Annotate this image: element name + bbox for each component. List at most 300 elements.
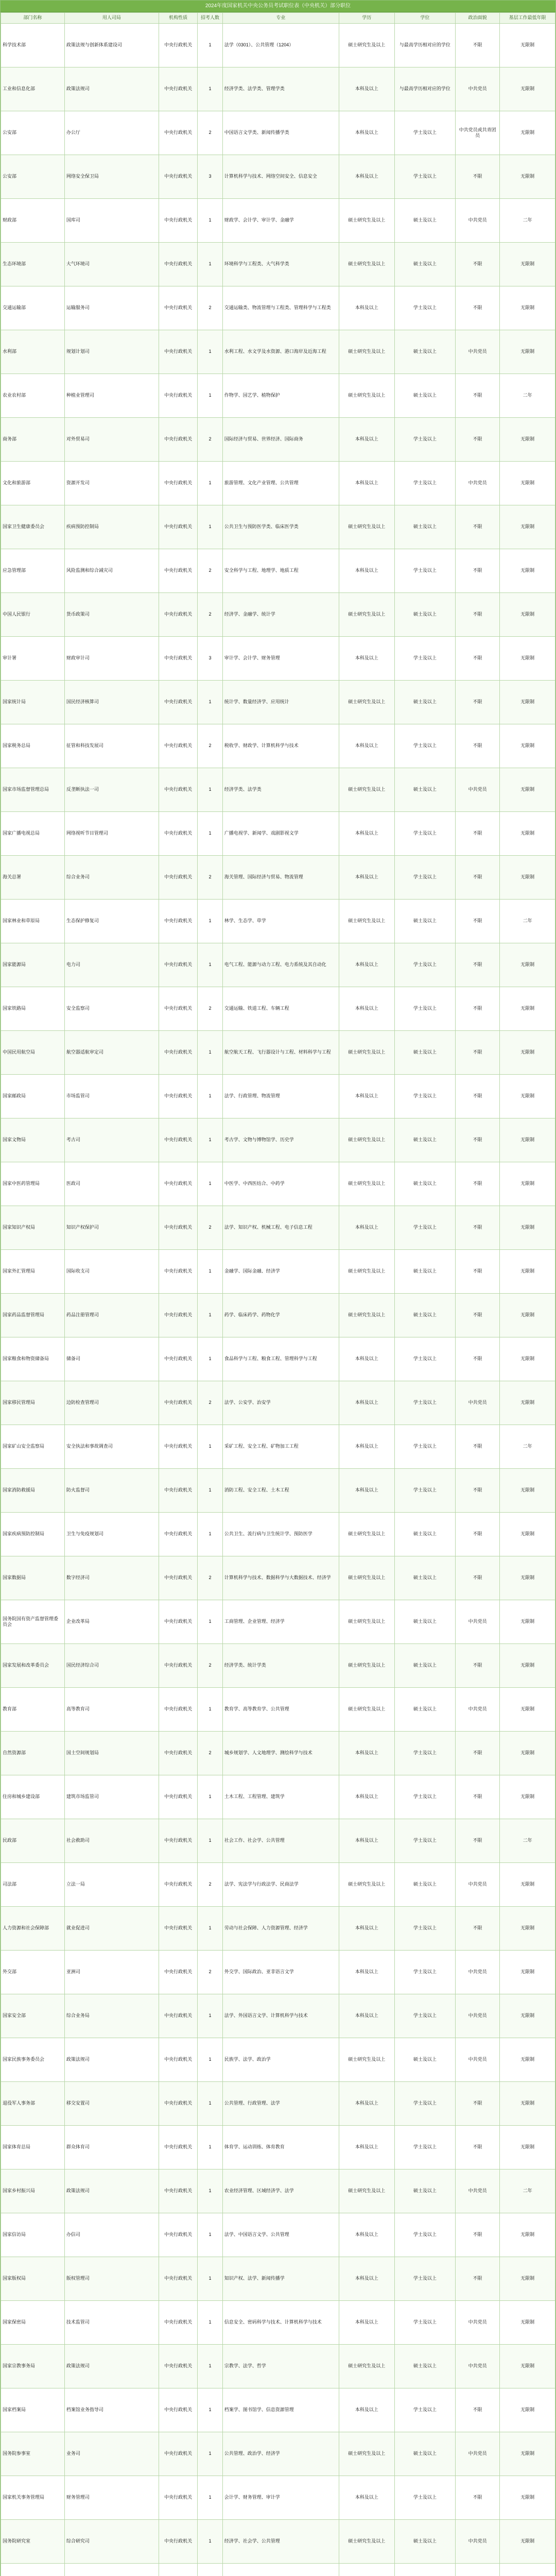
- count-cell: 2: [198, 1951, 222, 1994]
- department-cell: 公安部: [1, 111, 65, 155]
- major-cell: 交通运输、铁道工程、车辆工程: [222, 987, 339, 1031]
- department-cell: 国家版权局: [1, 2257, 65, 2301]
- table-row: [1, 1732, 555, 1775]
- table-row: [1, 856, 555, 900]
- department-cell: 国家卫生健康委员会: [1, 505, 65, 549]
- education-cell: 硕士研究生及以上: [339, 199, 394, 243]
- department-cell: 国务院研究室: [1, 2520, 65, 2564]
- degree-cell: 与最高学历相对应的学位: [394, 24, 455, 67]
- education-cell: 本科及以上: [339, 2388, 394, 2432]
- base-years-cell: 无限制: [500, 2520, 555, 2564]
- count-cell: 2: [198, 286, 222, 330]
- education-cell: 本科及以上: [339, 1381, 394, 1425]
- major-cell: 宗教学、法学、哲学: [222, 2345, 339, 2388]
- table-row: [1, 943, 555, 987]
- count-cell: 2: [198, 724, 222, 768]
- jobs-table: [1, 12, 555, 2576]
- count-cell: 1: [198, 2345, 222, 2388]
- department-cell: 国家药品监督管理局: [1, 1294, 65, 1337]
- nature-cell: 中央行政机关: [159, 1907, 197, 1951]
- degree-cell: 硕士及以上: [394, 374, 455, 418]
- political-status-cell: 不限: [456, 681, 500, 724]
- major-cell: 法学、宪法学与行政法学、民商法学: [222, 1863, 339, 1907]
- education-cell: 硕士研究生及以上: [339, 681, 394, 724]
- major-cell: 中国语言文学类、新闻传播学类: [222, 111, 339, 155]
- degree-cell: 学士及以上: [394, 1381, 455, 1425]
- department-cell: 国家知识产权局: [1, 1206, 65, 1250]
- bureau-cell: 群众体育司: [64, 2126, 159, 2170]
- education-cell: 硕士研究生及以上: [339, 1162, 394, 1206]
- department-cell: 中国人民银行: [1, 593, 65, 637]
- table-row: [1, 2345, 555, 2388]
- degree-cell: 硕士及以上: [394, 2038, 455, 2082]
- table-row: [1, 199, 555, 243]
- base-years-cell: 无限制: [500, 505, 555, 549]
- bureau-cell: 办信司: [64, 2213, 159, 2257]
- table-row: [1, 768, 555, 812]
- political-status-cell: 不限: [456, 987, 500, 1031]
- table-row: [1, 812, 555, 856]
- count-cell: 1: [198, 1162, 222, 1206]
- political-status-cell: 不限: [456, 1206, 500, 1250]
- bureau-cell: 货币政策司: [64, 593, 159, 637]
- education-cell: 本科及以上: [339, 724, 394, 768]
- bureau-cell: [64, 2564, 159, 2576]
- base-years-cell: 无限制: [500, 1556, 555, 1600]
- degree-cell: 学士及以上: [394, 1775, 455, 1819]
- degree-cell: 硕士及以上: [394, 2170, 455, 2213]
- bureau-cell: 综合研究司: [64, 2520, 159, 2564]
- degree-cell: 学士及以上: [394, 2388, 455, 2432]
- major-cell: 信息安全、密码科学与技术、计算机科学与技术: [222, 2301, 339, 2345]
- nature-cell: 中央行政机关: [159, 681, 197, 724]
- nature-cell: 中央行政机关: [159, 1994, 197, 2038]
- major-cell: 中医学、中西医结合、中药学: [222, 1162, 339, 1206]
- education-cell: 硕士研究生及以上: [339, 330, 394, 374]
- table-row: [1, 1994, 555, 2038]
- department-cell: 国家消防救援局: [1, 1469, 65, 1513]
- major-cell: 法学、知识产权、机械工程、电子信息工程: [222, 1206, 339, 1250]
- political-status-cell: 不限: [456, 2257, 500, 2301]
- political-status-cell: 不限: [456, 1250, 500, 1294]
- major-cell: 法学、中国语言文学、公共管理: [222, 2213, 339, 2257]
- count-cell: 2: [198, 549, 222, 593]
- base-years-cell: 无限制: [500, 243, 555, 286]
- bureau-cell: 医政司: [64, 1162, 159, 1206]
- political-status-cell: 不限: [456, 724, 500, 768]
- bureau-cell: 风险监测和综合减灾司: [64, 549, 159, 593]
- nature-cell: 中央行政机关: [159, 462, 197, 505]
- count-cell: 1: [198, 1031, 222, 1075]
- degree-cell: 学士及以上: [394, 418, 455, 462]
- base-years-cell: 无限制: [500, 330, 555, 374]
- nature-cell: 中央行政机关: [159, 987, 197, 1031]
- nature-cell: 中央行政机关: [159, 286, 197, 330]
- department-cell: 国家安全部: [1, 1994, 65, 2038]
- bureau-cell: 财政审计司: [64, 637, 159, 681]
- count-cell: 1: [198, 2170, 222, 2213]
- count-cell: 1: [198, 2476, 222, 2520]
- table-row: [1, 1688, 555, 1732]
- education-cell: 本科及以上: [339, 2476, 394, 2520]
- degree-cell: 硕士及以上: [394, 1118, 455, 1162]
- department-cell: 农业农村部: [1, 374, 65, 418]
- table-header-row: [1, 13, 555, 24]
- table-row: [1, 2388, 555, 2432]
- count-cell: 1: [198, 1294, 222, 1337]
- count-cell: 1: [198, 2213, 222, 2257]
- education-cell: 本科及以上: [339, 1819, 394, 1863]
- political-status-cell: 中共党员或共青团员: [456, 111, 500, 155]
- base-years-cell: 无限制: [500, 2038, 555, 2082]
- count-cell: 1: [198, 330, 222, 374]
- major-cell: 法学、行政管理、物流管理: [222, 1075, 339, 1118]
- base-years-cell: 无限制: [500, 1031, 555, 1075]
- base-years-cell: 无限制: [500, 1381, 555, 1425]
- education-cell: 本科及以上: [339, 812, 394, 856]
- nature-cell: 中央行政机关: [159, 1381, 197, 1425]
- count-cell: 1: [198, 1600, 222, 1644]
- education-cell: 硕士研究生及以上: [339, 2520, 394, 2564]
- education-cell: 本科及以上: [339, 2126, 394, 2170]
- table-row: [1, 2126, 555, 2170]
- political-status-cell: 不限: [456, 2126, 500, 2170]
- education-cell: 本科及以上: [339, 943, 394, 987]
- major-cell: 金融学、国际金融、经济学: [222, 1250, 339, 1294]
- major-cell: 会计学、财务管理、审计学: [222, 2476, 339, 2520]
- column-header-degree: 学位: [394, 13, 455, 24]
- bureau-cell: 综合业务局: [64, 1994, 159, 2038]
- department-cell: 国家宗教事务局: [1, 2345, 65, 2388]
- table-row: [1, 2564, 555, 2576]
- degree-cell: 硕士及以上: [394, 2520, 455, 2564]
- major-cell: 考古学、文物与博物馆学、历史学: [222, 1118, 339, 1162]
- table-row: [1, 549, 555, 593]
- table-row: [1, 1337, 555, 1381]
- nature-cell: 中央行政机关: [159, 2432, 197, 2476]
- count-cell: 1: [198, 943, 222, 987]
- nature-cell: 中央行政机关: [159, 1819, 197, 1863]
- nature-cell: 中央行政机关: [159, 724, 197, 768]
- education-cell: 本科及以上: [339, 155, 394, 199]
- table-row: [1, 1250, 555, 1294]
- department-cell: 财政部: [1, 199, 65, 243]
- nature-cell: 中央行政机关: [159, 1775, 197, 1819]
- political-status-cell: 不限: [456, 549, 500, 593]
- base-years-cell: 无限制: [500, 2082, 555, 2126]
- department-cell: 国家市场监督管理总局: [1, 768, 65, 812]
- education-cell: 本科及以上: [339, 1775, 394, 1819]
- table-row: [1, 681, 555, 724]
- nature-cell: 中央行政机关: [159, 418, 197, 462]
- count-cell: 2: [198, 987, 222, 1031]
- major-cell: 林学、生态学、草学: [222, 900, 339, 943]
- degree-cell: 学士及以上: [394, 2213, 455, 2257]
- major-cell: 农业经济管理、区域经济学、法学: [222, 2170, 339, 2213]
- count-cell: 1: [198, 2082, 222, 2126]
- nature-cell: 中央行政机关: [159, 1031, 197, 1075]
- table-row: [1, 637, 555, 681]
- department-cell: 教育部: [1, 1688, 65, 1732]
- count-cell: 1: [198, 1250, 222, 1294]
- education-cell: 硕士研究生及以上: [339, 900, 394, 943]
- page-title: 2024年度国家机关中央公务员考试职位表（中央机关）部分职位: [1, 1, 555, 12]
- political-status-cell: 不限: [456, 24, 500, 67]
- base-years-cell: 无限制: [500, 155, 555, 199]
- table-row: [1, 2213, 555, 2257]
- nature-cell: 中央行政机关: [159, 2038, 197, 2082]
- table-row: [1, 1513, 555, 1556]
- major-cell: 社会工作、社会学、公共管理: [222, 1819, 339, 1863]
- nature-cell: 中央行政机关: [159, 1600, 197, 1644]
- political-status-cell: 不限: [456, 1118, 500, 1162]
- education-cell: 本科及以上: [339, 418, 394, 462]
- major-cell: 民族学、法学、政治学: [222, 2038, 339, 2082]
- department-cell: 国家铁路局: [1, 987, 65, 1031]
- political-status-cell: 不限: [456, 505, 500, 549]
- nature-cell: 中央行政机关: [159, 67, 197, 111]
- base-years-cell: 无限制: [500, 2301, 555, 2345]
- count-cell: 1: [198, 1425, 222, 1469]
- major-cell: 法学（0301）、公共管理（1204）: [222, 24, 339, 67]
- nature-cell: 中央行政机关: [159, 1250, 197, 1294]
- base-years-cell: 无限制: [500, 2432, 555, 2476]
- education-cell: 硕士研究生及以上: [339, 374, 394, 418]
- bureau-cell: 财务管理司: [64, 2476, 159, 2520]
- department-cell: 生态环境部: [1, 243, 65, 286]
- column-header-base-years: 基层工作最低年限: [500, 13, 555, 24]
- table-row: [1, 724, 555, 768]
- political-status-cell: 不限: [456, 1425, 500, 1469]
- nature-cell: 中央行政机关: [159, 155, 197, 199]
- degree-cell: 学士及以上: [394, 1819, 455, 1863]
- count-cell: 1: [198, 462, 222, 505]
- nature-cell: 中央行政机关: [159, 1337, 197, 1381]
- bureau-cell: 国库司: [64, 199, 159, 243]
- department-cell: 公安部: [1, 155, 65, 199]
- department-cell: 国家矿山安全监察局: [1, 1425, 65, 1469]
- table-row: [1, 111, 555, 155]
- column-header-bureau: 用人司局: [64, 13, 159, 24]
- bureau-cell: 版权管理司: [64, 2257, 159, 2301]
- major-cell: 公共卫生、流行病与卫生统计学、预防医学: [222, 1513, 339, 1556]
- nature-cell: 中央行政机关: [159, 856, 197, 900]
- table-row: [1, 2038, 555, 2082]
- base-years-cell: 无限制: [500, 1337, 555, 1381]
- department-cell: 国家机关事务管理局: [1, 2476, 65, 2520]
- education-cell: 本科及以上: [339, 2213, 394, 2257]
- base-years-cell: 二年: [500, 199, 555, 243]
- table-row: [1, 24, 555, 67]
- count-cell: 2: [198, 1556, 222, 1600]
- department-cell: 国家疾病预防控制局: [1, 1513, 65, 1556]
- major-cell: 经济学、金融学、统计学: [222, 593, 339, 637]
- bureau-cell: 生态保护修复司: [64, 900, 159, 943]
- major-cell: 土木工程、工程管理、建筑学: [222, 1775, 339, 1819]
- nature-cell: 中央行政机关: [159, 2213, 197, 2257]
- political-status-cell: 不限: [456, 2213, 500, 2257]
- base-years-cell: 无限制: [500, 1162, 555, 1206]
- department-cell: 应急管理部: [1, 549, 65, 593]
- count-cell: 1: [198, 1994, 222, 2038]
- political-status-cell: 中共党员: [456, 1951, 500, 1994]
- bureau-cell: 业务司: [64, 2432, 159, 2476]
- education-cell: 硕士研究生及以上: [339, 1556, 394, 1600]
- nature-cell: 中央行政机关: [159, 2170, 197, 2213]
- major-cell: 旅游管理、文化产业管理、公共管理: [222, 462, 339, 505]
- major-cell: 审计学、会计学、财务管理: [222, 637, 339, 681]
- education-cell: 本科及以上: [339, 111, 394, 155]
- degree-cell: 硕士及以上: [394, 1688, 455, 1732]
- base-years-cell: 无限制: [500, 637, 555, 681]
- bureau-cell: 技术监管司: [64, 2301, 159, 2345]
- nature-cell: 中央行政机关: [159, 2520, 197, 2564]
- table-row: [1, 987, 555, 1031]
- degree-cell: 学士及以上: [394, 549, 455, 593]
- education-cell: 硕士研究生及以上: [339, 243, 394, 286]
- base-years-cell: 无限制: [500, 1513, 555, 1556]
- bureau-cell: 综合业务司: [64, 856, 159, 900]
- count-cell: 1: [198, 2126, 222, 2170]
- count-cell: 1: [198, 24, 222, 67]
- department-cell: [1, 2564, 65, 2576]
- political-status-cell: 不限: [456, 1469, 500, 1513]
- nature-cell: 中央行政机关: [159, 1469, 197, 1513]
- political-status-cell: 不限: [456, 286, 500, 330]
- major-cell: 水利工程、水文学及水资源、港口海岸及近海工程: [222, 330, 339, 374]
- major-cell: 档案学、图书馆学、信息资源管理: [222, 2388, 339, 2432]
- nature-cell: 中央行政机关: [159, 1688, 197, 1732]
- base-years-cell: 无限制: [500, 2126, 555, 2170]
- education-cell: 本科及以上: [339, 987, 394, 1031]
- bureau-cell: 考古司: [64, 1118, 159, 1162]
- count-cell: 1: [198, 1513, 222, 1556]
- degree-cell: 学士及以上: [394, 1469, 455, 1513]
- nature-cell: 中央行政机关: [159, 1732, 197, 1775]
- degree-cell: 学士及以上: [394, 1951, 455, 1994]
- degree-cell: 硕士及以上: [394, 681, 455, 724]
- political-status-cell: 中共党员: [456, 330, 500, 374]
- nature-cell: 中央行政机关: [159, 1118, 197, 1162]
- department-cell: 国家统计局: [1, 681, 65, 724]
- nature-cell: 中央行政机关: [159, 1162, 197, 1206]
- department-cell: 国家粮食和物资储备局: [1, 1337, 65, 1381]
- bureau-cell: 资源开发司: [64, 462, 159, 505]
- table-row: [1, 330, 555, 374]
- degree-cell: 硕士及以上: [394, 505, 455, 549]
- political-status-cell: 中共党员: [456, 1381, 500, 1425]
- degree-cell: 硕士及以上: [394, 1556, 455, 1600]
- education-cell: 硕士研究生及以上: [339, 768, 394, 812]
- major-cell: 经济学类、法学类、管理学类: [222, 67, 339, 111]
- degree-cell: 硕士及以上: [394, 330, 455, 374]
- education-cell: 硕士研究生及以上: [339, 1118, 394, 1162]
- major-cell: 公共卫生与预防医学类、临床医学类: [222, 505, 339, 549]
- education-cell: 硕士研究生及以上: [339, 1031, 394, 1075]
- base-years-cell: 无限制: [500, 681, 555, 724]
- table-row: [1, 593, 555, 637]
- bureau-cell: 疾病预防控制局: [64, 505, 159, 549]
- base-years-cell: 无限制: [500, 724, 555, 768]
- political-status-cell: 中共党员: [456, 2432, 500, 2476]
- political-status-cell: 不限: [456, 1907, 500, 1951]
- table-row: [1, 1469, 555, 1513]
- nature-cell: 中央行政机关: [159, 943, 197, 987]
- major-cell: 统计学、数量经济学、应用统计: [222, 681, 339, 724]
- nature-cell: 中央行政机关: [159, 1513, 197, 1556]
- political-status-cell: 中共党员: [456, 462, 500, 505]
- table-row: [1, 374, 555, 418]
- count-cell: 1: [198, 2301, 222, 2345]
- major-cell: 教育学、高等教育学、公共管理: [222, 1688, 339, 1732]
- table-row: [1, 462, 555, 505]
- political-status-cell: 不限: [456, 1337, 500, 1381]
- degree-cell: 学士及以上: [394, 2126, 455, 2170]
- count-cell: 1: [198, 243, 222, 286]
- department-cell: 国家乡村振兴局: [1, 2170, 65, 2213]
- department-cell: 水利部: [1, 330, 65, 374]
- count-cell: 1: [198, 505, 222, 549]
- base-years-cell: 无限制: [500, 2476, 555, 2520]
- bureau-cell: 种植业管理司: [64, 374, 159, 418]
- table-row: [1, 67, 555, 111]
- column-header-political-status: 政治面貌: [456, 13, 500, 24]
- political-status-cell: 中共党员: [456, 1600, 500, 1644]
- bureau-cell: 规划计划司: [64, 330, 159, 374]
- department-cell: 国家税务总局: [1, 724, 65, 768]
- table-row: [1, 1600, 555, 1644]
- bureau-cell: 边防检查管理司: [64, 1381, 159, 1425]
- political-status-cell: 不限: [456, 856, 500, 900]
- table-header: [1, 13, 555, 24]
- education-cell: 硕士研究生及以上: [339, 1688, 394, 1732]
- bureau-cell: 知识产权保护司: [64, 1206, 159, 1250]
- major-cell: 作物学、园艺学、植物保护: [222, 374, 339, 418]
- major-cell: 药学、临床药学、药物化学: [222, 1294, 339, 1337]
- bureau-cell: 防火监督司: [64, 1469, 159, 1513]
- major-cell: 计算机科学与技术、数据科学与大数据技术、经济学: [222, 1556, 339, 1600]
- nature-cell: 中央行政机关: [159, 243, 197, 286]
- nature-cell: 中央行政机关: [159, 2388, 197, 2432]
- base-years-cell: 无限制: [500, 593, 555, 637]
- political-status-cell: 中共党员: [456, 2345, 500, 2388]
- political-status-cell: 中共党员: [456, 2038, 500, 2082]
- bureau-cell: 立法一局: [64, 1863, 159, 1907]
- count-cell: 1: [198, 67, 222, 111]
- major-cell: 环境科学与工程类、大气科学类: [222, 243, 339, 286]
- count-cell: 2: [198, 418, 222, 462]
- degree-cell: 学士及以上: [394, 2082, 455, 2126]
- major-cell: 经济学类、统计学类: [222, 1644, 339, 1688]
- education-cell: 本科及以上: [339, 1994, 394, 2038]
- political-status-cell: 不限: [456, 1732, 500, 1775]
- department-cell: 住房和城乡建设部: [1, 1775, 65, 1819]
- education-cell: 本科及以上: [339, 1732, 394, 1775]
- education-cell: 本科及以上: [339, 2257, 394, 2301]
- political-status-cell: 不限: [456, 1819, 500, 1863]
- count-cell: 2: [198, 1381, 222, 1425]
- base-years-cell: 二年: [500, 900, 555, 943]
- bureau-cell: 社会救助司: [64, 1819, 159, 1863]
- count-cell: 1: [198, 374, 222, 418]
- degree-cell: 硕士及以上: [394, 2432, 455, 2476]
- degree-cell: 硕士及以上: [394, 768, 455, 812]
- base-years-cell: 无限制: [500, 1075, 555, 1118]
- degree-cell: 硕士及以上: [394, 1294, 455, 1337]
- political-status-cell: 不限: [456, 637, 500, 681]
- base-years-cell: 无限制: [500, 1775, 555, 1819]
- table-row: [1, 286, 555, 330]
